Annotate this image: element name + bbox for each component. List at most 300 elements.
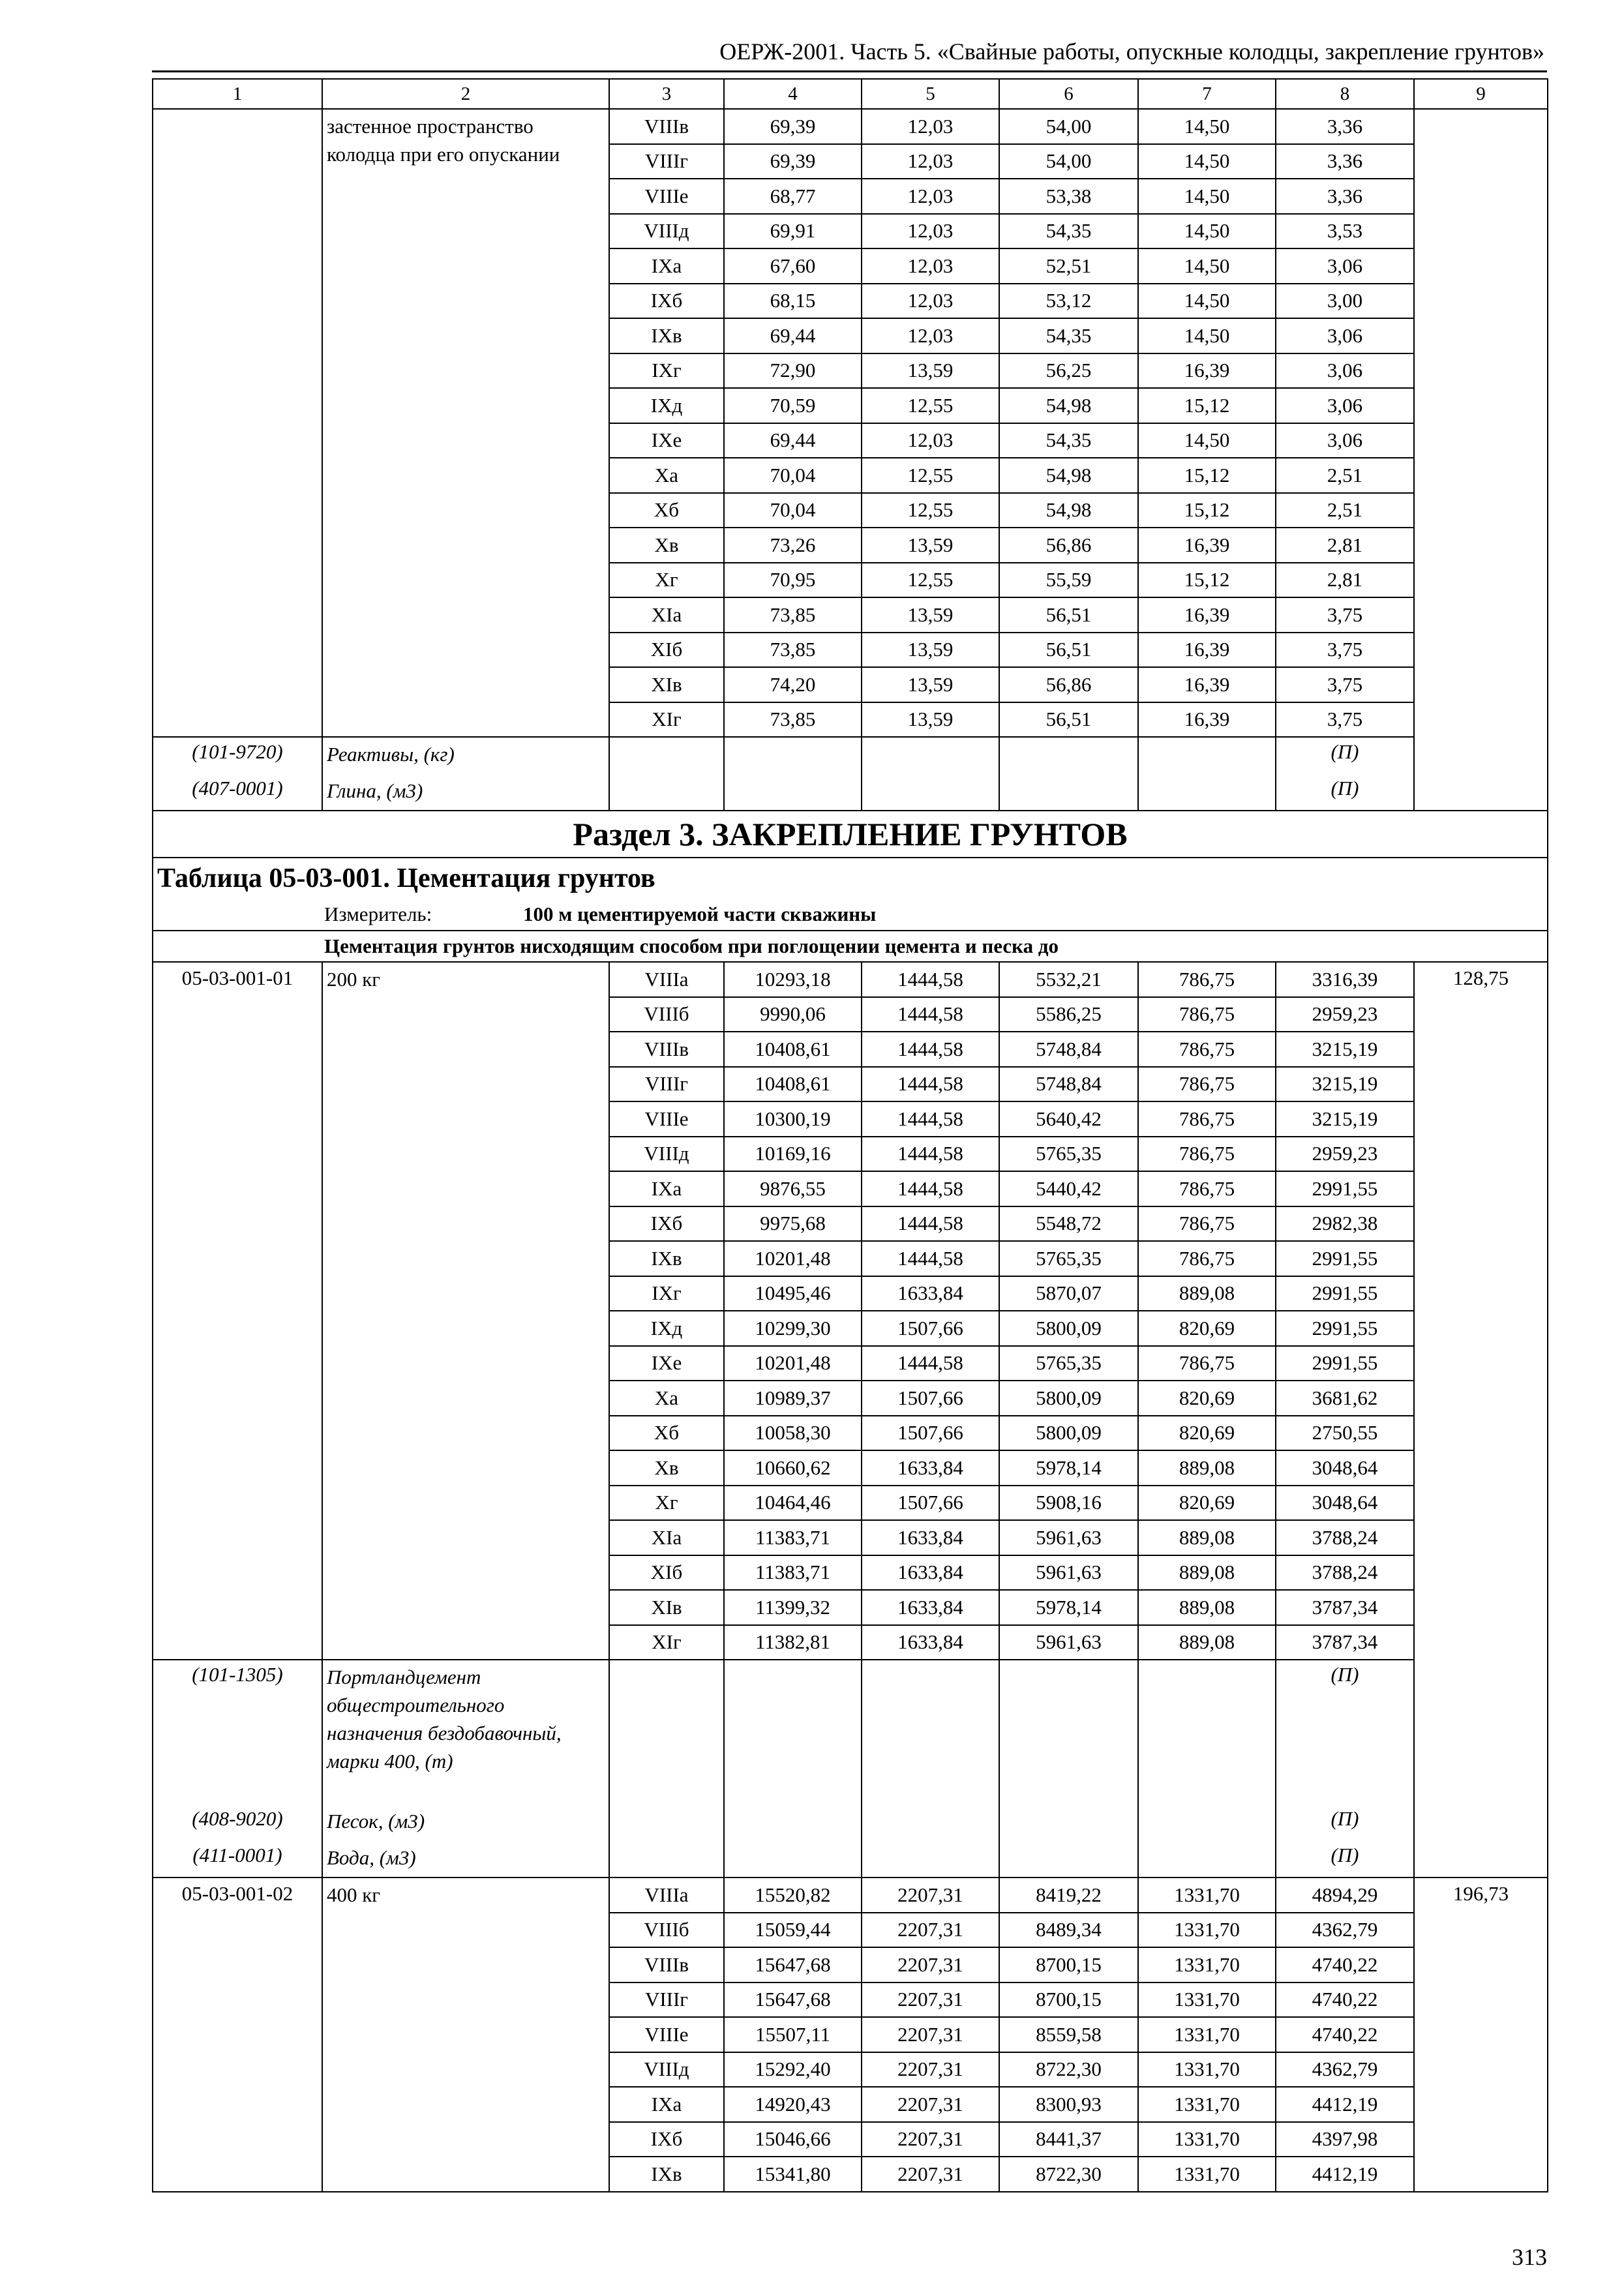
value-cell: 4740,22 bbox=[1276, 1982, 1414, 2018]
value-cell: 1331,70 bbox=[1138, 2157, 1276, 2192]
value-cell: 3,75 bbox=[1276, 597, 1414, 633]
value-cell: 5765,35 bbox=[999, 1346, 1138, 1381]
subheading-row bbox=[153, 931, 1548, 962]
resource-code: (101-9720) bbox=[153, 737, 322, 774]
value-cell: 15059,44 bbox=[724, 1913, 862, 1948]
value-cell: 3,36 bbox=[1276, 179, 1414, 214]
value-cell: 70,59 bbox=[724, 388, 862, 423]
value-cell: 15341,80 bbox=[724, 2157, 862, 2192]
empty-cell bbox=[724, 1660, 862, 1804]
value-cell: 2959,23 bbox=[1276, 997, 1414, 1032]
zone-cell: IXе bbox=[609, 423, 724, 458]
value-cell: 1633,84 bbox=[862, 1555, 999, 1591]
zone-cell: IXг bbox=[609, 1276, 724, 1311]
empty-cell bbox=[862, 1804, 999, 1841]
value-cell: 14,50 bbox=[1138, 179, 1276, 214]
value-cell: 74,20 bbox=[724, 667, 862, 702]
empty-cell bbox=[724, 1804, 862, 1841]
value-cell: 15507,11 bbox=[724, 2017, 862, 2052]
value-cell: 1444,58 bbox=[862, 1101, 999, 1137]
value-cell: 2207,31 bbox=[862, 1913, 999, 1948]
value-cell: 14,50 bbox=[1138, 144, 1276, 179]
value-cell: 54,00 bbox=[999, 144, 1138, 179]
value-cell: 786,75 bbox=[1138, 997, 1276, 1032]
value-cell: 11399,32 bbox=[724, 1590, 862, 1625]
zone-cell: Xа bbox=[609, 458, 724, 493]
value-cell: 73,85 bbox=[724, 702, 862, 738]
value-cell: 68,15 bbox=[724, 284, 862, 319]
value-cell: 16,39 bbox=[1138, 528, 1276, 563]
zone-cell: IXб bbox=[609, 2122, 724, 2157]
col-header: 2 bbox=[322, 79, 609, 109]
zone-cell: Xв bbox=[609, 528, 724, 563]
section-title: Раздел 3. ЗАКРЕПЛЕНИЕ ГРУНТОВ bbox=[153, 811, 1548, 858]
value-cell: 15,12 bbox=[1138, 458, 1276, 493]
value-cell: 1633,84 bbox=[862, 1590, 999, 1625]
value-cell: 16,39 bbox=[1138, 597, 1276, 633]
value-cell: 68,77 bbox=[724, 179, 862, 214]
empty-cell bbox=[999, 1841, 1138, 1878]
empty-cell bbox=[609, 1841, 724, 1878]
value-cell: 3,36 bbox=[1276, 109, 1414, 144]
value-cell: 14,50 bbox=[1138, 214, 1276, 249]
resource-mark: (П) bbox=[1276, 1804, 1414, 1841]
zone-cell: XIв bbox=[609, 667, 724, 702]
zone-cell: VIIIд bbox=[609, 2052, 724, 2087]
empty-cell bbox=[862, 1660, 999, 1804]
zone-cell: Xб bbox=[609, 493, 724, 528]
table-row bbox=[153, 109, 1548, 144]
value-cell: 4362,79 bbox=[1276, 2052, 1414, 2087]
empty-cell bbox=[862, 1841, 999, 1878]
value-cell: 56,51 bbox=[999, 702, 1138, 738]
value-cell: 15,12 bbox=[1138, 563, 1276, 598]
value-cell: 1331,70 bbox=[1138, 2017, 1276, 2052]
value-cell: 820,69 bbox=[1138, 1311, 1276, 1346]
value-cell: 5800,09 bbox=[999, 1311, 1138, 1346]
value-cell: 9990,06 bbox=[724, 997, 862, 1032]
value-cell: 69,44 bbox=[724, 318, 862, 353]
col-header: 1 bbox=[153, 79, 322, 109]
value-cell: 5440,42 bbox=[999, 1171, 1138, 1206]
value-cell: 10201,48 bbox=[724, 1241, 862, 1276]
value-cell: 1633,84 bbox=[862, 1450, 999, 1486]
value-cell: 8559,58 bbox=[999, 2017, 1138, 2052]
value-cell: 56,25 bbox=[999, 353, 1138, 389]
zone-cell: VIIIд bbox=[609, 1137, 724, 1172]
value-cell: 2982,38 bbox=[1276, 1206, 1414, 1242]
measure-cell bbox=[153, 899, 1548, 931]
zone-cell: IXд bbox=[609, 1311, 724, 1346]
value-cell: 56,86 bbox=[999, 528, 1138, 563]
zone-cell: VIIIе bbox=[609, 2017, 724, 2052]
value-cell: 1444,58 bbox=[862, 1206, 999, 1242]
value-cell: 1444,58 bbox=[862, 1137, 999, 1172]
value-cell: 10408,61 bbox=[724, 1067, 862, 1102]
value-cell: 14,50 bbox=[1138, 318, 1276, 353]
empty-cell bbox=[1138, 1804, 1276, 1841]
value-cell: 54,98 bbox=[999, 458, 1138, 493]
resource-row bbox=[153, 774, 1548, 811]
value-cell: 889,08 bbox=[1138, 1276, 1276, 1311]
value-cell: 14,50 bbox=[1138, 248, 1276, 284]
value-cell: 13,59 bbox=[862, 528, 999, 563]
zone-cell: VIIIе bbox=[609, 179, 724, 214]
zone-cell: XIа bbox=[609, 1520, 724, 1555]
value-cell: 786,75 bbox=[1138, 1067, 1276, 1102]
value-cell: 889,08 bbox=[1138, 1555, 1276, 1591]
col-header: 9 bbox=[1414, 79, 1548, 109]
value-cell: 8700,15 bbox=[999, 1982, 1138, 2018]
empty-cell bbox=[999, 1660, 1138, 1804]
zone-cell: Xв bbox=[609, 1450, 724, 1486]
header-rule bbox=[152, 70, 1547, 72]
value-cell: 3,36 bbox=[1276, 144, 1414, 179]
value-cell: 4740,22 bbox=[1276, 1947, 1414, 1982]
zone-cell: IXа bbox=[609, 1171, 724, 1206]
value-cell: 1507,66 bbox=[862, 1311, 999, 1346]
value-cell: 1331,70 bbox=[1138, 1913, 1276, 1948]
resource-mark: (П) bbox=[1276, 1841, 1414, 1878]
value-cell: 3048,64 bbox=[1276, 1450, 1414, 1486]
value-cell: 12,55 bbox=[862, 458, 999, 493]
col-header: 5 bbox=[862, 79, 999, 109]
value-cell: 1331,70 bbox=[1138, 1878, 1276, 1913]
value-cell: 73,85 bbox=[724, 633, 862, 668]
value-cell: 2207,31 bbox=[862, 1878, 999, 1913]
zone-cell: VIIIа bbox=[609, 962, 724, 997]
item-code: 05-03-001-02 bbox=[153, 1878, 322, 2192]
value-cell: 2207,31 bbox=[862, 2157, 999, 2192]
empty-cell bbox=[999, 737, 1138, 774]
value-cell: 5961,63 bbox=[999, 1625, 1138, 1660]
resource-name: Глина, (м3) bbox=[322, 774, 609, 811]
value-cell: 820,69 bbox=[1138, 1486, 1276, 1521]
value-cell: 5586,25 bbox=[999, 997, 1138, 1032]
value-cell: 12,03 bbox=[862, 284, 999, 319]
zone-cell: IXв bbox=[609, 1241, 724, 1276]
value-cell: 5800,09 bbox=[999, 1416, 1138, 1451]
page-number: 313 bbox=[1512, 2244, 1547, 2270]
value-cell: 4397,98 bbox=[1276, 2122, 1414, 2157]
value-cell: 12,55 bbox=[862, 563, 999, 598]
resource-row bbox=[153, 1660, 1548, 1804]
col-header: 7 bbox=[1138, 79, 1276, 109]
value-cell: 3681,62 bbox=[1276, 1381, 1414, 1416]
value-cell: 5961,63 bbox=[999, 1555, 1138, 1591]
item-description: 200 кг bbox=[322, 962, 609, 1660]
resource-name: Портландцемент общестроительного назначения бездобавочный, марки 400, (т) bbox=[322, 1660, 609, 1804]
resource-mark: (П) bbox=[1276, 1660, 1414, 1804]
value-cell: 2750,55 bbox=[1276, 1416, 1414, 1451]
col-header: 3 bbox=[609, 79, 724, 109]
empty-cell bbox=[609, 1660, 724, 1804]
value-cell: 3,06 bbox=[1276, 353, 1414, 389]
section-row bbox=[153, 811, 1548, 858]
value-cell: 16,39 bbox=[1138, 633, 1276, 668]
value-cell: 15,12 bbox=[1138, 388, 1276, 423]
value-cell: 4412,19 bbox=[1276, 2157, 1414, 2192]
value-cell: 1507,66 bbox=[862, 1381, 999, 1416]
value-cell: 15,12 bbox=[1138, 493, 1276, 528]
value-cell: 13,59 bbox=[862, 353, 999, 389]
value-cell: 1444,58 bbox=[862, 997, 999, 1032]
value-cell: 10300,19 bbox=[724, 1101, 862, 1137]
value-cell: 5870,07 bbox=[999, 1276, 1138, 1311]
zone-cell: VIIIд bbox=[609, 214, 724, 249]
empty-cell bbox=[862, 774, 999, 811]
resource-mark: (П) bbox=[1276, 737, 1414, 774]
zone-cell: IXв bbox=[609, 318, 724, 353]
table-body bbox=[153, 79, 1548, 2192]
value-cell: 8722,30 bbox=[999, 2052, 1138, 2087]
resource-code: (407-0001) bbox=[153, 774, 322, 811]
labor-cell: 128,75 bbox=[1414, 962, 1548, 1878]
value-cell: 2991,55 bbox=[1276, 1241, 1414, 1276]
value-cell: 5748,84 bbox=[999, 1032, 1138, 1067]
item-description: застенное пространство колодца при его опускании bbox=[322, 109, 609, 737]
empty-cell bbox=[999, 774, 1138, 811]
value-cell: 1444,58 bbox=[862, 1241, 999, 1276]
zone-cell: IXа bbox=[609, 248, 724, 284]
value-cell: 1444,58 bbox=[862, 1067, 999, 1102]
value-cell: 54,98 bbox=[999, 388, 1138, 423]
value-cell: 5961,63 bbox=[999, 1520, 1138, 1555]
measure-row bbox=[153, 899, 1548, 931]
value-cell: 8489,34 bbox=[999, 1913, 1138, 1948]
value-cell: 70,04 bbox=[724, 493, 862, 528]
resource-code: (411-0001) bbox=[153, 1841, 322, 1878]
zone-cell: XIв bbox=[609, 1590, 724, 1625]
value-cell: 9975,68 bbox=[724, 1206, 862, 1242]
value-cell: 4412,19 bbox=[1276, 2087, 1414, 2122]
value-cell: 10495,46 bbox=[724, 1276, 862, 1311]
resource-code: (408-9020) bbox=[153, 1804, 322, 1841]
value-cell: 2207,31 bbox=[862, 1947, 999, 1982]
value-cell: 52,51 bbox=[999, 248, 1138, 284]
value-cell: 1331,70 bbox=[1138, 2052, 1276, 2087]
value-cell: 69,91 bbox=[724, 214, 862, 249]
value-cell: 3,06 bbox=[1276, 423, 1414, 458]
value-cell: 4894,29 bbox=[1276, 1878, 1414, 1913]
value-cell: 1633,84 bbox=[862, 1625, 999, 1660]
value-cell: 54,00 bbox=[999, 109, 1138, 144]
value-cell: 786,75 bbox=[1138, 1171, 1276, 1206]
value-cell: 5908,16 bbox=[999, 1486, 1138, 1521]
col-header: 8 bbox=[1276, 79, 1414, 109]
table-title: Таблица 05-03-001. Цементация грунтов bbox=[153, 858, 1548, 899]
zone-cell: Xб bbox=[609, 1416, 724, 1451]
zone-cell: Xа bbox=[609, 1381, 724, 1416]
zone-cell: XIб bbox=[609, 1555, 724, 1591]
value-cell: 70,95 bbox=[724, 563, 862, 598]
value-cell: 3,06 bbox=[1276, 248, 1414, 284]
zone-cell: VIIIв bbox=[609, 1032, 724, 1067]
value-cell: 10989,37 bbox=[724, 1381, 862, 1416]
subheading: Цементация грунтов нисходящим способом при поглощении цемента и песка до bbox=[153, 931, 1548, 962]
value-cell: 3316,39 bbox=[1276, 962, 1414, 997]
value-cell: 8700,15 bbox=[999, 1947, 1138, 1982]
value-cell: 10201,48 bbox=[724, 1346, 862, 1381]
value-cell: 12,55 bbox=[862, 388, 999, 423]
value-cell: 12,03 bbox=[862, 248, 999, 284]
resource-row bbox=[153, 1841, 1548, 1878]
zone-cell: VIIIг bbox=[609, 1067, 724, 1102]
value-cell: 72,90 bbox=[724, 353, 862, 389]
zone-cell: Xг bbox=[609, 1486, 724, 1521]
value-cell: 1331,70 bbox=[1138, 2122, 1276, 2157]
value-cell: 15292,40 bbox=[724, 2052, 862, 2087]
empty-cell bbox=[609, 737, 724, 774]
value-cell: 10058,30 bbox=[724, 1416, 862, 1451]
value-cell: 12,03 bbox=[862, 318, 999, 353]
value-cell: 54,35 bbox=[999, 423, 1138, 458]
value-cell: 2,51 bbox=[1276, 493, 1414, 528]
value-cell: 2,81 bbox=[1276, 563, 1414, 598]
value-cell: 3215,19 bbox=[1276, 1032, 1414, 1067]
value-cell: 1444,58 bbox=[862, 1171, 999, 1206]
resource-name: Вода, (м3) bbox=[322, 1841, 609, 1878]
empty-cell bbox=[1138, 737, 1276, 774]
value-cell: 56,86 bbox=[999, 667, 1138, 702]
value-cell: 5640,42 bbox=[999, 1101, 1138, 1137]
value-cell: 73,26 bbox=[724, 528, 862, 563]
value-cell: 786,75 bbox=[1138, 1346, 1276, 1381]
zone-cell: VIIIб bbox=[609, 997, 724, 1032]
value-cell: 3787,34 bbox=[1276, 1625, 1414, 1660]
zone-cell: IXд bbox=[609, 388, 724, 423]
value-cell: 53,12 bbox=[999, 284, 1138, 319]
value-cell: 14,50 bbox=[1138, 109, 1276, 144]
value-cell: 16,39 bbox=[1138, 353, 1276, 389]
value-cell: 1633,84 bbox=[862, 1276, 999, 1311]
labor-cell: 196,73 bbox=[1414, 1878, 1548, 2192]
value-cell: 8722,30 bbox=[999, 2157, 1138, 2192]
zone-cell: XIб bbox=[609, 633, 724, 668]
value-cell: 10293,18 bbox=[724, 962, 862, 997]
value-cell: 4362,79 bbox=[1276, 1913, 1414, 1948]
value-cell: 10464,46 bbox=[724, 1486, 862, 1521]
value-cell: 67,60 bbox=[724, 248, 862, 284]
zone-cell: VIIIв bbox=[609, 109, 724, 144]
value-cell: 12,55 bbox=[862, 493, 999, 528]
value-cell: 14920,43 bbox=[724, 2087, 862, 2122]
value-cell: 3,75 bbox=[1276, 633, 1414, 668]
zone-cell: VIIIг bbox=[609, 144, 724, 179]
norms-table bbox=[152, 78, 1548, 2192]
value-cell: 9876,55 bbox=[724, 1171, 862, 1206]
value-cell: 1633,84 bbox=[862, 1520, 999, 1555]
value-cell: 1507,66 bbox=[862, 1416, 999, 1451]
value-cell: 54,98 bbox=[999, 493, 1138, 528]
value-cell: 70,04 bbox=[724, 458, 862, 493]
value-cell: 2207,31 bbox=[862, 1982, 999, 2018]
value-cell: 69,44 bbox=[724, 423, 862, 458]
value-cell: 2991,55 bbox=[1276, 1171, 1414, 1206]
zone-cell: XIг bbox=[609, 702, 724, 738]
empty-cell bbox=[999, 1804, 1138, 1841]
resource-row bbox=[153, 737, 1548, 774]
value-cell: 56,51 bbox=[999, 633, 1138, 668]
value-cell: 889,08 bbox=[1138, 1625, 1276, 1660]
value-cell: 786,75 bbox=[1138, 1032, 1276, 1067]
value-cell: 8441,37 bbox=[999, 2122, 1138, 2157]
value-cell: 73,85 bbox=[724, 597, 862, 633]
value-cell: 69,39 bbox=[724, 109, 862, 144]
value-cell: 5765,35 bbox=[999, 1241, 1138, 1276]
zone-cell: VIIIа bbox=[609, 1878, 724, 1913]
value-cell: 10660,62 bbox=[724, 1450, 862, 1486]
value-cell: 786,75 bbox=[1138, 1206, 1276, 1242]
value-cell: 15520,82 bbox=[724, 1878, 862, 1913]
item-code: 05-03-001-01 bbox=[153, 962, 322, 1660]
value-cell: 2,51 bbox=[1276, 458, 1414, 493]
zone-cell: VIIIб bbox=[609, 1913, 724, 1948]
empty-cell bbox=[609, 1804, 724, 1841]
table-row bbox=[153, 962, 1548, 997]
zone-cell: VIIIв bbox=[609, 1947, 724, 1982]
value-cell: 12,03 bbox=[862, 179, 999, 214]
value-cell: 13,59 bbox=[862, 633, 999, 668]
value-cell: 786,75 bbox=[1138, 1137, 1276, 1172]
value-cell: 15647,68 bbox=[724, 1947, 862, 1982]
value-cell: 15647,68 bbox=[724, 1982, 862, 2018]
value-cell: 1444,58 bbox=[862, 962, 999, 997]
value-cell: 5800,09 bbox=[999, 1381, 1138, 1416]
zone-cell: IXв bbox=[609, 2157, 724, 2192]
measure-label: Измеритель: bbox=[324, 903, 432, 925]
value-cell: 1444,58 bbox=[862, 1346, 999, 1381]
table-title-row bbox=[153, 858, 1548, 899]
value-cell: 13,59 bbox=[862, 597, 999, 633]
resource-name: Песок, (м3) bbox=[322, 1804, 609, 1841]
value-cell: 5748,84 bbox=[999, 1067, 1138, 1102]
empty-cell bbox=[724, 774, 862, 811]
value-cell: 16,39 bbox=[1138, 667, 1276, 702]
resource-row bbox=[153, 1804, 1548, 1841]
value-cell: 820,69 bbox=[1138, 1416, 1276, 1451]
col-header: 6 bbox=[999, 79, 1138, 109]
value-cell: 3,75 bbox=[1276, 702, 1414, 738]
value-cell: 2207,31 bbox=[862, 2122, 999, 2157]
zone-cell: IXб bbox=[609, 284, 724, 319]
value-cell: 69,39 bbox=[724, 144, 862, 179]
value-cell: 5765,35 bbox=[999, 1137, 1138, 1172]
value-cell: 3215,19 bbox=[1276, 1067, 1414, 1102]
empty-cell bbox=[724, 1841, 862, 1878]
value-cell: 2991,55 bbox=[1276, 1276, 1414, 1311]
value-cell: 2,81 bbox=[1276, 528, 1414, 563]
value-cell: 786,75 bbox=[1138, 962, 1276, 997]
empty-cell bbox=[1138, 1660, 1276, 1804]
value-cell: 3,06 bbox=[1276, 388, 1414, 423]
empty-cell bbox=[1138, 1841, 1276, 1878]
value-cell: 3,00 bbox=[1276, 284, 1414, 319]
value-cell: 889,08 bbox=[1138, 1520, 1276, 1555]
resource-code: (101-1305) bbox=[153, 1660, 322, 1804]
value-cell: 2991,55 bbox=[1276, 1346, 1414, 1381]
page-header: ОЕРЖ-2001. Часть 5. «Свайные работы, опускные колодцы, закрепление грунтов» bbox=[719, 38, 1544, 65]
empty-cell bbox=[862, 737, 999, 774]
zone-cell: VIIIг bbox=[609, 1982, 724, 2018]
value-cell: 2207,31 bbox=[862, 2052, 999, 2087]
value-cell: 12,03 bbox=[862, 214, 999, 249]
value-cell: 5548,72 bbox=[999, 1206, 1138, 1242]
resource-name: Реактивы, (кг) bbox=[322, 737, 609, 774]
value-cell: 8419,22 bbox=[999, 1878, 1138, 1913]
value-cell: 11383,71 bbox=[724, 1555, 862, 1591]
resource-mark: (П) bbox=[1276, 774, 1414, 811]
